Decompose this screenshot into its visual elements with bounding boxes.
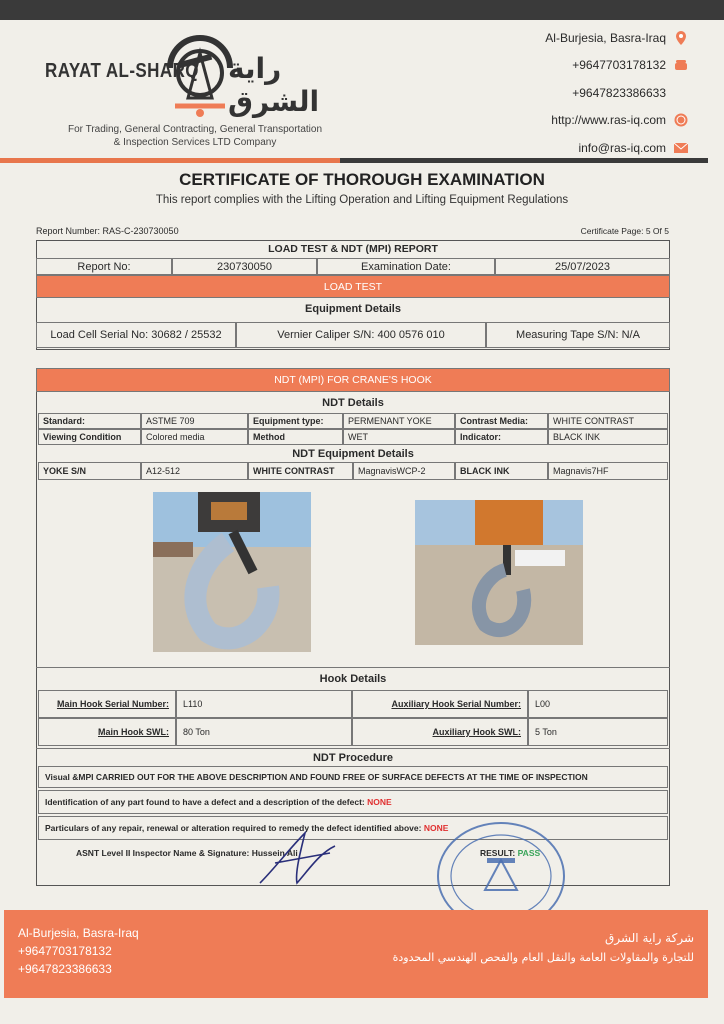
main-hook-sn-label: Main Hook Serial Number: [38, 690, 176, 718]
ndt-details-heading: NDT Details [322, 397, 384, 409]
defect-value: NONE [367, 797, 392, 807]
footer-arabic-name: شركة راية الشرق [605, 931, 694, 945]
footer-arabic [393, 928, 694, 968]
standard-label: Standard: [38, 413, 141, 429]
load-test-banner: LOAD TEST [36, 275, 670, 298]
contrast-media-label: Contrast Media: [455, 413, 548, 429]
hook-details-heading: Hook Details [36, 667, 670, 689]
email-link[interactable]: info@ras-iq.com [578, 140, 666, 155]
indicator-label: Indicator: [455, 429, 548, 445]
footer-contact [18, 924, 139, 978]
contrast-media-value: WHITE CONTRAST [548, 413, 668, 429]
viewing-condition-label: Viewing Condition [38, 429, 141, 445]
yoke-sn-value: A12-512 [141, 462, 248, 480]
footer-phone-1: +9647703178132 [18, 944, 112, 958]
equipment-type-value: PERMENANT YOKE [343, 413, 455, 429]
indicator-value: BLACK INK [548, 429, 668, 445]
phone-text-1: +9647703178132 [572, 58, 666, 73]
footer-arabic-services: للتجارة والمقاولات العامة والنقل العام والفحص الهندسي المحدودة [392, 951, 694, 964]
report-heading: LOAD TEST & NDT (MPI) REPORT [268, 243, 438, 255]
logo-arabic: راية الشرق [228, 52, 320, 118]
result-value: PASS [517, 848, 541, 858]
certificate-page-number: Certificate Page: 5 Of 5 [580, 226, 669, 236]
footer-address: Al-Burjesia, Basra-Iraq [18, 926, 139, 940]
location-pin-icon [674, 31, 688, 45]
certificate-title: CERTIFICATE OF THOROUGH EXAMINATION [179, 170, 545, 189]
black-ink-value: Magnavis7HF [548, 462, 668, 480]
phone-text-2: +9647823386633 [572, 85, 666, 100]
aux-hook-swl-label: Auxiliary Hook SWL: [352, 718, 528, 746]
footer-bar [4, 910, 708, 998]
contact-block [545, 24, 688, 162]
header-divider-orange [0, 158, 340, 163]
equipment-type-label: Equipment type: [248, 413, 343, 429]
procedure-line-3: Particulars of any repair, renewal or alteration required to remedy the defect identified above: NONE [38, 816, 668, 840]
black-ink-label: BLACK INK [455, 462, 548, 480]
white-contrast-label: WHITE CONTRAST [248, 462, 353, 480]
result-line: RESULT: PASS [480, 848, 541, 858]
inspector-signature-line: ASNT Level II Inspector Name & Signature: Hussein Ali [76, 848, 298, 858]
company-logo [40, 28, 340, 123]
equipment-details-heading: Equipment Details [305, 303, 401, 315]
phone-icon [674, 58, 688, 72]
ndt-equipment-heading: NDT Equipment Details [292, 447, 414, 460]
hook-photo-2 [415, 500, 583, 645]
standard-value: ASTME 709 [141, 413, 248, 429]
load-cell-serial: Load Cell Serial No: 30682 / 25532 [36, 322, 236, 348]
aux-hook-swl-value: 5 Ton [528, 718, 668, 746]
aux-hook-sn-label: Auxiliary Hook Serial Number: [352, 690, 528, 718]
report-number: Report Number: RAS-C-230730050 [36, 226, 179, 236]
viewing-condition-value: Colored media [141, 429, 248, 445]
vernier-caliper-serial: Vernier Caliper S/N: 400 0576 010 [236, 322, 486, 348]
tagline: For Trading, General Contracting, General Transportation & Inspection Services LTD Company [67, 124, 323, 148]
white-contrast-value: MagnavisWCP-2 [353, 462, 455, 480]
main-hook-swl-value: 80 Ton [176, 718, 352, 746]
procedure-line-2: Identification of any part found to have a defect and a description of the defect: NONE [38, 790, 668, 814]
repair-value: NONE [423, 823, 449, 833]
yoke-sn-label: YOKE S/N [38, 462, 141, 480]
top-bar [0, 0, 724, 20]
address-text: Al-Burjesia, Basra-Iraq [545, 30, 666, 45]
procedure-line-1: Visual &MPI CARRIED OUT FOR THE ABOVE DESCRIPTION AND FOUND FREE OF SURFACE DEFECTS AT THE TIME OF INSPECTION [38, 766, 668, 788]
header-divider-dark [340, 158, 708, 163]
exam-date-value: 25/07/2023 [495, 258, 670, 275]
main-hook-sn-value: L110 [176, 690, 352, 718]
method-label: Method [248, 429, 343, 445]
website-link[interactable]: http://www.ras-iq.com [551, 113, 666, 128]
aux-hook-sn-value: L00 [528, 690, 668, 718]
ndt-banner: NDT (MPI) FOR CRANE'S HOOK [36, 368, 670, 392]
footer-phone-2: +9647823386633 [18, 962, 112, 976]
globe-icon [674, 113, 688, 127]
report-no-value: 230730050 [172, 258, 317, 275]
method-value: WET [343, 429, 455, 445]
exam-date-label: Examination Date: [317, 258, 495, 275]
certificate-subtitle: This report complies with the Lifting Operation and Lifting Equipment Regulations [155, 194, 569, 206]
measuring-tape-serial: Measuring Tape S/N: N/A [486, 322, 670, 348]
logo-english: RAYAT AL-SHARQ [45, 60, 199, 82]
mail-icon [674, 141, 688, 155]
handwritten-signature [255, 828, 345, 888]
hook-photo-1 [153, 492, 311, 652]
procedure-heading: NDT Procedure [36, 748, 670, 766]
main-hook-swl-label: Main Hook SWL: [38, 718, 176, 746]
report-no-label: Report No: [36, 258, 172, 275]
